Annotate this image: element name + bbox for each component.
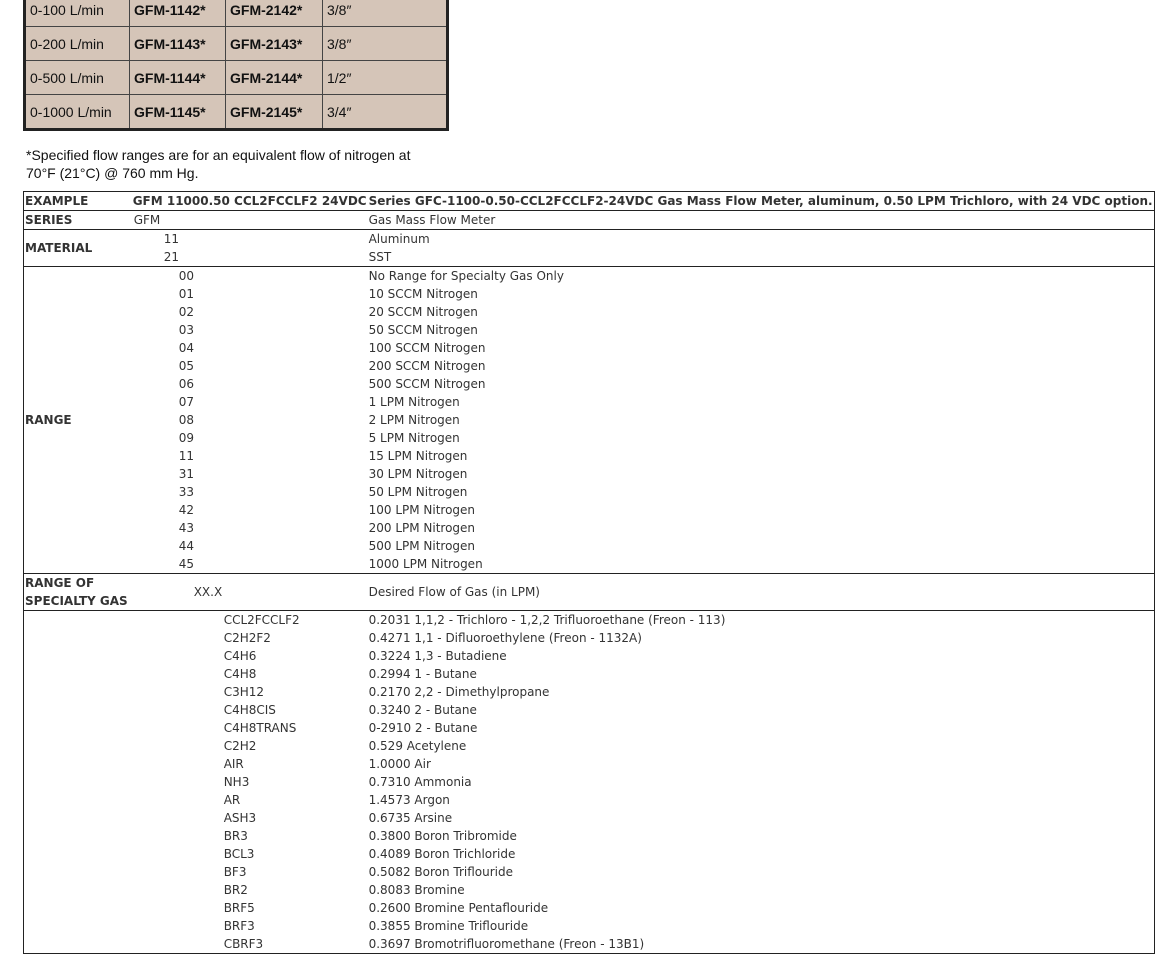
range-code: 45 <box>178 557 194 571</box>
empty-label-cell <box>24 611 129 954</box>
material-code: 21 <box>163 250 179 264</box>
gas-row <box>24 647 1155 665</box>
range-description: 100 SCCM Nitrogen <box>368 341 486 355</box>
flow-range-row <box>25 95 448 130</box>
gas-code: CBRF3 <box>223 937 264 951</box>
material-description: SST <box>368 250 392 264</box>
footnote-line-1: *Specified flow ranges are for an equivalent flow of nitrogen at <box>26 147 411 163</box>
gas-description: 0-2910 2 - Butane <box>368 721 478 735</box>
specialty-gas-label <box>24 574 129 611</box>
section-label-line: RANGE OF <box>25 576 95 590</box>
gas-row <box>24 845 1155 863</box>
aluminum-part-number: GFM-1145* <box>130 95 226 130</box>
gas-code: NH3 <box>223 775 250 789</box>
gas-code: C2H2F2 <box>223 631 271 645</box>
gas-code: C3H12 <box>223 685 264 699</box>
range-description: 20 SCCM Nitrogen <box>368 305 478 319</box>
gas-row <box>24 755 1155 773</box>
gas-row <box>24 917 1155 935</box>
range-description: 30 LPM Nitrogen <box>368 467 468 481</box>
aluminum-part-number: GFM-1143* <box>130 27 226 61</box>
gas-description: 0.5082 Boron Triflouride <box>368 865 514 879</box>
flow-range-row <box>25 0 448 27</box>
range-code: 43 <box>178 521 194 535</box>
gas-row <box>24 737 1155 755</box>
ordering-spec-table <box>23 191 1155 954</box>
range-code: 09 <box>178 431 194 445</box>
example-row <box>24 192 1155 211</box>
gas-description: 0.3697 Bromotrifluoromethane (Freon - 13B1) <box>368 937 645 951</box>
range-description: 500 LPM Nitrogen <box>368 539 476 553</box>
range-code: 05 <box>178 359 194 373</box>
material-label: MATERIAL <box>24 230 129 267</box>
gas-description: 0.4271 1,1 - Difluoroethylene (Freon - 1132A) <box>368 631 642 645</box>
gas-description: 0.2170 2,2 - Dimethylpropane <box>368 685 550 699</box>
gas-row <box>24 863 1155 881</box>
gas-code: ASH3 <box>223 811 257 825</box>
gas-description: 1.0000 Air <box>368 757 431 771</box>
range-row <box>24 375 1155 393</box>
material-code: 11 <box>129 230 368 249</box>
gas-code: BCL3 <box>223 847 255 861</box>
gas-row <box>24 935 1155 954</box>
stainless-part-number: GFM-2144* <box>226 61 323 95</box>
gas-row <box>24 881 1155 899</box>
gas-code: BRF3 <box>223 919 255 933</box>
flow-range-row <box>25 61 448 95</box>
range-description: 200 SCCM Nitrogen <box>368 359 486 373</box>
gas-code: C4H8 <box>223 667 257 681</box>
gas-row <box>24 665 1155 683</box>
gas-description: 0.529 Acetylene <box>368 739 467 753</box>
material-row <box>24 230 1155 249</box>
range-description: 10 SCCM Nitrogen <box>368 287 478 301</box>
gas-row <box>24 701 1155 719</box>
range-description: No Range for Specialty Gas Only <box>368 267 1154 286</box>
gas-row <box>24 827 1155 845</box>
gas-row <box>24 611 1155 630</box>
gas-description: 0.2994 1 - Butane <box>368 667 477 681</box>
stainless-part-number: GFM-2145* <box>226 95 323 130</box>
gas-row <box>24 791 1155 809</box>
fitting-size: 1/2″ <box>323 61 448 95</box>
footnote-line-2: 70°F (21°C) @ 760 mm Hg. <box>26 165 199 181</box>
gas-row <box>24 809 1155 827</box>
gas-code: C4H8TRANS <box>223 721 297 735</box>
series-label: SERIES <box>24 211 129 230</box>
range-row <box>24 555 1155 574</box>
fitting-size: 3/4″ <box>323 95 448 130</box>
flow-range-cell: 0-500 L/min <box>25 61 130 95</box>
gas-row <box>24 899 1155 917</box>
range-description: 500 SCCM Nitrogen <box>368 377 486 391</box>
range-description: 200 LPM Nitrogen <box>368 521 476 535</box>
stainless-part-number: GFM-2142* <box>226 0 323 27</box>
example-label: EXAMPLE <box>25 194 89 208</box>
gas-description: 0.3855 Bromine Triflouride <box>368 919 529 933</box>
range-row <box>24 267 1155 286</box>
range-row <box>24 321 1155 339</box>
series-row <box>24 211 1155 230</box>
range-description: 50 LPM Nitrogen <box>368 485 468 499</box>
gas-description: 0.7310 Ammonia <box>368 775 472 789</box>
range-description: 5 LPM Nitrogen <box>368 431 460 445</box>
range-row <box>24 501 1155 519</box>
range-code: 00 <box>129 267 368 286</box>
range-code: 04 <box>178 341 194 355</box>
range-description: 15 LPM Nitrogen <box>368 449 468 463</box>
gas-row <box>24 683 1155 701</box>
range-row <box>24 285 1155 303</box>
specialty-gas-row <box>24 574 1155 611</box>
gas-code: C4H6 <box>223 649 257 663</box>
range-code: 11 <box>178 449 194 463</box>
range-description: 2 LPM Nitrogen <box>368 413 460 427</box>
range-row <box>24 483 1155 501</box>
gas-description: 0.2600 Bromine Pentaflouride <box>368 901 549 915</box>
series-description: Gas Mass Flow Meter <box>368 211 1154 230</box>
range-code: 31 <box>178 467 194 481</box>
aluminum-part-number: GFM-1142* <box>130 0 226 27</box>
range-row <box>24 447 1155 465</box>
material-row <box>24 248 1155 267</box>
gas-code: AIR <box>223 757 244 771</box>
specialty-gas-description: Desired Flow of Gas (in LPM) <box>368 574 1154 611</box>
gas-code: CCL2FCCLF2 <box>129 611 368 630</box>
range-row <box>24 393 1155 411</box>
gas-code: BR3 <box>223 829 248 843</box>
gas-description: 0.8083 Bromine <box>368 883 465 897</box>
gas-code: AR <box>223 793 241 807</box>
gas-code: BR2 <box>223 883 248 897</box>
range-row <box>24 465 1155 483</box>
gas-description: 0.4089 Boron Trichloride <box>368 847 516 861</box>
gas-row <box>24 719 1155 737</box>
range-code: 33 <box>178 485 194 499</box>
range-row <box>24 303 1155 321</box>
gas-description: 0.6735 Arsine <box>368 811 453 825</box>
range-description: 1 LPM Nitrogen <box>368 395 460 409</box>
range-row <box>24 429 1155 447</box>
flow-range-footnote <box>26 146 456 182</box>
flow-range-cell: 0-1000 L/min <box>25 95 130 130</box>
range-label: RANGE <box>24 267 129 574</box>
gas-row <box>24 773 1155 791</box>
range-code: 44 <box>178 539 194 553</box>
gas-description: 0.2031 1,1,2 - Trichloro - 1,2,2 Trifluoroethane (Freon - 113) <box>368 611 1154 630</box>
stainless-part-number: GFM-2143* <box>226 27 323 61</box>
range-code: 01 <box>178 287 194 301</box>
gas-code: BF3 <box>223 865 247 879</box>
gas-code: C4H8CIS <box>223 703 276 717</box>
range-row <box>24 519 1155 537</box>
range-row <box>24 357 1155 375</box>
flow-range-cell: 0-100 L/min <box>25 0 130 27</box>
specialty-gas-code: XX.X <box>129 574 368 611</box>
gas-description: 0.3224 1,3 - Butadiene <box>368 649 507 663</box>
series-code: GFM <box>129 211 368 230</box>
flow-range-table <box>23 0 449 131</box>
fitting-size: 3/8″ <box>323 27 448 61</box>
example-code: GFM 11000.50 CCL2FCCLF2 24VDC <box>132 194 367 208</box>
range-code: 07 <box>178 395 194 409</box>
range-code: 08 <box>178 413 194 427</box>
flow-range-row <box>25 27 448 61</box>
gas-description: 0.3240 2 - Butane <box>368 703 477 717</box>
gas-code: BRF5 <box>223 901 255 915</box>
range-description: 1000 LPM Nitrogen <box>368 557 483 571</box>
aluminum-part-number: GFM-1144* <box>130 61 226 95</box>
range-row <box>24 339 1155 357</box>
flow-range-cell: 0-200 L/min <box>25 27 130 61</box>
material-description: Aluminum <box>368 230 1154 249</box>
range-code: 03 <box>178 323 194 337</box>
range-row <box>24 411 1155 429</box>
range-code: 06 <box>178 377 194 391</box>
range-code: 02 <box>178 305 194 319</box>
section-label-line: SPECIALTY GAS <box>25 594 128 608</box>
gas-description: 1.4573 Argon <box>368 793 450 807</box>
fitting-size: 3/8″ <box>323 0 448 27</box>
gas-code: C2H2 <box>223 739 257 753</box>
gas-description: 0.3800 Boron Tribromide <box>368 829 517 843</box>
range-row <box>24 537 1155 555</box>
range-description: 100 LPM Nitrogen <box>368 503 476 517</box>
example-description: Series GFC-1100-0.50-CCL2FCCLF2-24VDC Gas Mass Flow Meter, aluminum, 0.50 LPM Trichloro, with 24 VDC option. <box>368 194 1153 208</box>
range-code: 42 <box>178 503 194 517</box>
range-description: 50 SCCM Nitrogen <box>368 323 478 337</box>
gas-row <box>24 629 1155 647</box>
